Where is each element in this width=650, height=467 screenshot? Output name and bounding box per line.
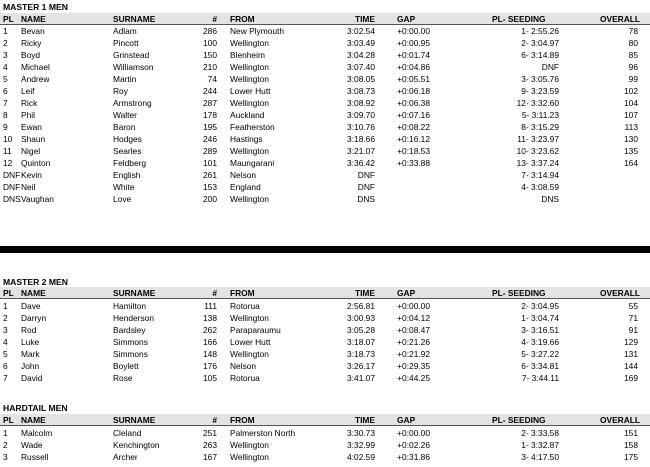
cell-pl: DNS [3, 194, 21, 204]
cell-overall: 131 [624, 349, 638, 360]
cell-name: Wade [21, 440, 43, 450]
table-row [0, 49, 650, 60]
cell-surname: Grinstead [113, 50, 150, 60]
cell-overall: 96 [628, 62, 638, 72]
cell-pl: 4 [3, 337, 8, 348]
cell-surname: Henderson [113, 313, 154, 324]
cell-num: 195 [203, 122, 217, 132]
cell-from: Wellington [230, 62, 269, 72]
cell-num: 261 [203, 170, 217, 180]
cell-gap: +0:06.18 [397, 86, 430, 96]
cell-overall: 104 [624, 98, 638, 108]
table-row [0, 145, 650, 156]
cell-pl: 4 [3, 62, 8, 72]
cell-pl: 1 [3, 301, 8, 311]
cell-num: 176 [203, 361, 217, 372]
column-header-gap: GAP [397, 14, 416, 24]
cell-surname: Feldberg [113, 158, 147, 168]
cell-gap: +0:21.92 [397, 349, 430, 360]
cell-surname: Simmons [113, 349, 148, 360]
cell-pl: 2 [3, 313, 8, 324]
table-row [0, 427, 650, 438]
cell-surname: Kenchington [113, 440, 160, 450]
cell-surname: Hodges [113, 134, 142, 144]
table-row [0, 133, 650, 144]
cell-num: 101 [203, 158, 217, 168]
cell-from: New Plymouth [230, 26, 284, 36]
cell-from: Wellington [230, 349, 269, 360]
cell-overall: 129 [624, 337, 638, 348]
cell-seed: 8- 3:15.29 [521, 122, 559, 132]
cell-name: Ewan [21, 122, 42, 132]
table-row [0, 157, 650, 168]
cell-overall: 158 [624, 440, 638, 450]
section-title: HARDTAIL MEN [3, 403, 68, 413]
cell-num: 150 [203, 50, 217, 60]
cell-surname: Cleland [113, 428, 142, 438]
cell-pl: 3 [3, 452, 8, 462]
cell-num: 244 [203, 86, 217, 96]
table-row [0, 169, 650, 180]
cell-time: 3:00.93 [347, 313, 375, 324]
cell-pl: 2 [3, 38, 8, 48]
cell-name: Nigel [21, 146, 41, 156]
cell-gap: +0:02.26 [397, 440, 430, 450]
cell-name: Vaughan [21, 194, 54, 204]
cell-surname: Simmons [113, 337, 148, 348]
cell-from: Palmerston North [230, 428, 296, 438]
cell-gap: +0:01.74 [397, 50, 430, 60]
cell-from: Wellington [230, 194, 269, 204]
cell-time: 3:07.40 [347, 62, 375, 72]
cell-pl: 11 [3, 146, 12, 156]
cell-time: 3:04.28 [347, 50, 375, 60]
cell-gap: +0:05.51 [397, 74, 430, 84]
cell-from: Wellington [230, 146, 269, 156]
cell-name: Mark [21, 349, 40, 360]
cell-num: 153 [203, 182, 217, 192]
column-header-row [0, 287, 650, 299]
cell-surname: Williamson [113, 62, 154, 72]
column-header-surname: SURNAME [113, 415, 156, 425]
cell-time: 3:09.70 [347, 110, 375, 120]
column-header-pl: PL [3, 415, 14, 425]
cell-time: 4:02.59 [347, 452, 375, 462]
cell-seed: 1- 2:55.26 [521, 26, 559, 36]
column-header-pl: PL [3, 288, 14, 298]
cell-surname: Archer [113, 452, 138, 462]
cell-num: 138 [203, 313, 217, 324]
table-row [0, 37, 650, 48]
cell-pl: 8 [3, 110, 8, 120]
cell-pl: 6 [3, 361, 8, 372]
table-row [0, 97, 650, 108]
cell-num: 289 [203, 146, 217, 156]
cell-gap: +0:04.86 [397, 62, 430, 72]
table-row [0, 85, 650, 96]
column-header-seed: PL- SEEDING [492, 288, 546, 298]
cell-name: Rick [21, 98, 38, 108]
column-header-time: TIME [354, 415, 375, 425]
cell-num: 105 [203, 373, 217, 384]
cell-from: Maungarani [230, 158, 275, 168]
cell-name: Rod [21, 325, 37, 336]
cell-num: 100 [203, 38, 217, 48]
cell-seed: DNS [541, 194, 559, 204]
cell-name: Bevan [21, 26, 45, 36]
cell-pl: 3 [3, 50, 8, 60]
cell-name: Michael [21, 62, 50, 72]
cell-overall: 91 [628, 325, 638, 336]
cell-name: Malcolm [21, 428, 53, 438]
cell-seed: 2- 3:04.97 [521, 38, 559, 48]
cell-surname: Martin [113, 74, 137, 84]
cell-from: England [230, 182, 261, 192]
cell-seed: 1- 3:04.74 [521, 313, 559, 324]
cell-seed: 2- 3:04.95 [521, 301, 559, 311]
cell-num: 178 [203, 110, 217, 120]
cell-gap: +0:04.12 [397, 313, 430, 324]
cell-pl: DNF [3, 170, 21, 180]
cell-surname: Hamilton [113, 301, 147, 311]
cell-from: Rotorua [230, 301, 260, 311]
cell-time: 3:03.49 [347, 38, 375, 48]
cell-time: 3:08.92 [347, 98, 375, 108]
cell-from: Wellington [230, 98, 269, 108]
cell-num: 111 [204, 301, 217, 311]
cell-num: 262 [203, 325, 217, 336]
cell-seed: 1- 3:32.87 [521, 440, 559, 450]
table-row [0, 193, 650, 204]
cell-name: Ricky [21, 38, 42, 48]
cell-pl: 5 [3, 349, 8, 360]
cell-name: Darryn [21, 313, 47, 324]
cell-name: Leif [21, 86, 35, 96]
cell-surname: Bardsley [113, 325, 146, 336]
cell-from: Hastings [230, 134, 263, 144]
cell-seed: 5- 3:27.22 [521, 349, 559, 360]
cell-from: Wellington [230, 38, 269, 48]
section-title: MASTER 1 MEN [3, 2, 68, 12]
table-row [0, 121, 650, 132]
cell-gap: +0:07.16 [397, 110, 430, 120]
column-header-gap: GAP [397, 288, 416, 298]
cell-num: 74 [207, 74, 217, 84]
column-header-num: # [212, 288, 217, 298]
cell-overall: 78 [628, 26, 638, 36]
section-title: MASTER 2 MEN [3, 277, 68, 287]
cell-name: Neil [21, 182, 36, 192]
cell-pl: 3 [3, 325, 8, 336]
cell-surname: English [113, 170, 141, 180]
cell-overall: 169 [624, 373, 638, 384]
column-header-surname: SURNAME [113, 288, 156, 298]
column-header-seed: PL- SEEDING [492, 415, 546, 425]
cell-time: DNF [357, 170, 375, 180]
cell-time: 2:56.81 [347, 301, 375, 311]
cell-time: 3:41.07 [347, 373, 375, 384]
cell-pl: 10 [3, 134, 13, 144]
column-header-overall: OVERALL [599, 415, 640, 425]
table-row [0, 181, 650, 192]
cell-surname: Roy [113, 86, 128, 96]
cell-pl: 5 [3, 74, 8, 84]
column-header-time: TIME [354, 14, 375, 24]
table-row [0, 109, 650, 120]
cell-name: David [21, 373, 43, 384]
cell-seed: 10- 3:23.62 [516, 146, 559, 156]
column-header-name: NAME [21, 415, 46, 425]
cell-overall: 175 [624, 452, 638, 462]
table-row [0, 73, 650, 84]
cell-num: 263 [203, 440, 217, 450]
cell-time: 3:21.07 [347, 146, 375, 156]
table-row [0, 360, 650, 371]
cell-overall: 85 [628, 50, 638, 60]
cell-num: 246 [203, 134, 217, 144]
cell-from: Wellington [230, 74, 269, 84]
cell-gap: +0:31.86 [397, 452, 430, 462]
cell-surname: Boylett [113, 361, 139, 372]
cell-time: 3:08.73 [347, 86, 375, 96]
cell-time: 3:18.66 [347, 134, 375, 144]
cell-time: 3:05.28 [347, 325, 375, 336]
column-header-overall: OVERALL [599, 288, 640, 298]
cell-surname: Baron [113, 122, 136, 132]
cell-overall: 80 [628, 38, 638, 48]
cell-surname: Walter [113, 110, 137, 120]
cell-from: Lower Hutt [230, 337, 271, 348]
table-row [0, 336, 650, 347]
cell-overall: 102 [624, 86, 638, 96]
cell-from: Lower Hutt [230, 86, 271, 96]
cell-surname: Searles [113, 146, 142, 156]
cell-gap: +0:00.00 [397, 428, 430, 438]
cell-seed: 6- 3:34.81 [521, 361, 559, 372]
table-row [0, 348, 650, 359]
cell-overall: 99 [628, 74, 638, 84]
cell-from: Featherston [230, 122, 275, 132]
cell-time: 3:32.99 [347, 440, 375, 450]
column-header-seed: PL- SEEDING [492, 14, 546, 24]
table-row [0, 61, 650, 72]
cell-gap: +0:00.95 [397, 38, 430, 48]
column-header-row [0, 13, 650, 25]
cell-gap: +0:29.35 [397, 361, 430, 372]
cell-pl: 6 [3, 86, 8, 96]
cell-seed: 11- 3:23.97 [517, 134, 559, 144]
cell-seed: 4- 3:19.66 [521, 337, 559, 348]
cell-seed: 6- 3:14.89 [521, 50, 559, 60]
cell-name: Shaun [21, 134, 46, 144]
cell-gap: +0:21.26 [397, 337, 430, 348]
cell-name: Andrew [21, 74, 50, 84]
cell-from: Wellington [230, 440, 269, 450]
table-row [0, 451, 650, 462]
cell-name: Boyd [21, 50, 41, 60]
cell-gap: +0:06.38 [397, 98, 430, 108]
cell-seed: 9- 3:23.59 [521, 86, 559, 96]
cell-seed: 5- 3:11.23 [521, 110, 559, 120]
cell-from: Paraparaumu [230, 325, 281, 336]
cell-name: John [21, 361, 40, 372]
column-header-from: FROM [230, 415, 255, 425]
cell-from: Rotorua [230, 373, 260, 384]
cell-from: Nelson [230, 170, 257, 180]
cell-num: 251 [203, 428, 217, 438]
cell-surname: Rose [113, 373, 133, 384]
cell-seed: 4- 3:08.59 [521, 182, 559, 192]
column-header-from: FROM [230, 14, 255, 24]
column-header-overall: OVERALL [599, 14, 640, 24]
cell-from: Nelson [230, 361, 257, 372]
cell-name: Luke [21, 337, 40, 348]
cell-surname: White [113, 182, 135, 192]
column-header-name: NAME [21, 288, 46, 298]
column-header-num: # [212, 415, 217, 425]
cell-surname: Armstrong [113, 98, 152, 108]
cell-gap: +0:00.00 [397, 26, 430, 36]
cell-gap: +0:33.88 [397, 158, 430, 168]
cell-from: Auckland [230, 110, 265, 120]
column-header-from: FROM [230, 288, 255, 298]
cell-pl: 1 [3, 428, 8, 438]
cell-surname: Adlam [113, 26, 137, 36]
cell-name: Russell [21, 452, 49, 462]
section-divider [0, 246, 650, 253]
table-row [0, 439, 650, 450]
table-row [0, 25, 650, 36]
cell-from: Wellington [230, 452, 269, 462]
cell-surname: Pincott [113, 38, 139, 48]
cell-seed: 2- 3:33.58 [521, 428, 559, 438]
cell-seed: 12- 3:32.60 [516, 98, 559, 108]
cell-time: DNS [357, 194, 375, 204]
cell-overall: 135 [624, 146, 638, 156]
column-header-time: TIME [354, 288, 375, 298]
cell-gap: +0:44.25 [397, 373, 430, 384]
cell-time: 3:02.54 [347, 26, 375, 36]
cell-seed: 3- 3:16.51 [521, 325, 559, 336]
cell-name: Kevin [21, 170, 42, 180]
column-header-gap: GAP [397, 415, 416, 425]
table-row [0, 300, 650, 311]
cell-time: 3:36.42 [347, 158, 375, 168]
cell-seed: 7- 3:44.11 [521, 373, 559, 384]
cell-num: 148 [203, 349, 217, 360]
cell-num: 210 [203, 62, 217, 72]
cell-time: DNF [357, 182, 375, 192]
cell-num: 200 [203, 194, 217, 204]
cell-seed: 13- 3:37.24 [516, 158, 559, 168]
cell-time: 3:08.05 [347, 74, 375, 84]
cell-time: 3:30.73 [347, 428, 375, 438]
cell-seed: 3- 4:17.50 [521, 452, 559, 462]
cell-pl: 1 [3, 26, 8, 36]
cell-num: 286 [203, 26, 217, 36]
column-header-row [0, 414, 650, 426]
cell-overall: 113 [624, 122, 638, 132]
table-row [0, 312, 650, 323]
cell-pl: 7 [3, 373, 8, 384]
cell-seed: DNF [541, 62, 559, 72]
cell-overall: 71 [628, 313, 638, 324]
cell-name: Dave [21, 301, 41, 311]
table-row [0, 324, 650, 335]
cell-gap: +0:18.53 [397, 146, 430, 156]
cell-overall: 151 [624, 428, 638, 438]
cell-num: 166 [203, 337, 217, 348]
cell-surname: Love [113, 194, 132, 204]
cell-overall: 144 [624, 361, 638, 372]
cell-pl: 2 [3, 440, 8, 450]
cell-gap: +0:16.12 [397, 134, 430, 144]
cell-num: 167 [203, 452, 217, 462]
cell-time: 3:18.07 [347, 337, 375, 348]
cell-overall: 130 [624, 134, 638, 144]
cell-overall: 55 [628, 301, 638, 311]
cell-time: 3:26.17 [347, 361, 375, 372]
table-row [0, 372, 650, 383]
cell-num: 287 [203, 98, 217, 108]
cell-time: 3:18.73 [347, 349, 375, 360]
cell-time: 3:10.76 [347, 122, 375, 132]
cell-seed: 7- 3:14.94 [521, 170, 559, 180]
cell-gap: +0:00.00 [397, 301, 430, 311]
cell-pl: DNF [3, 182, 21, 192]
cell-from: Wellington [230, 313, 269, 324]
cell-pl: 7 [3, 98, 8, 108]
cell-pl: 12 [3, 158, 13, 168]
column-header-pl: PL [3, 14, 14, 24]
cell-gap: +0:08.22 [397, 122, 430, 132]
cell-seed: 3- 3:05.76 [521, 74, 559, 84]
cell-overall: 164 [624, 158, 638, 168]
cell-from: Blenheim [230, 50, 265, 60]
column-header-name: NAME [21, 14, 46, 24]
cell-gap: +0:08.47 [397, 325, 430, 336]
cell-pl: 9 [3, 122, 8, 132]
cell-overall: 107 [624, 110, 638, 120]
cell-name: Quinton [21, 158, 51, 168]
cell-name: Phil [21, 110, 35, 120]
column-header-num: # [212, 14, 217, 24]
column-header-surname: SURNAME [113, 14, 156, 24]
